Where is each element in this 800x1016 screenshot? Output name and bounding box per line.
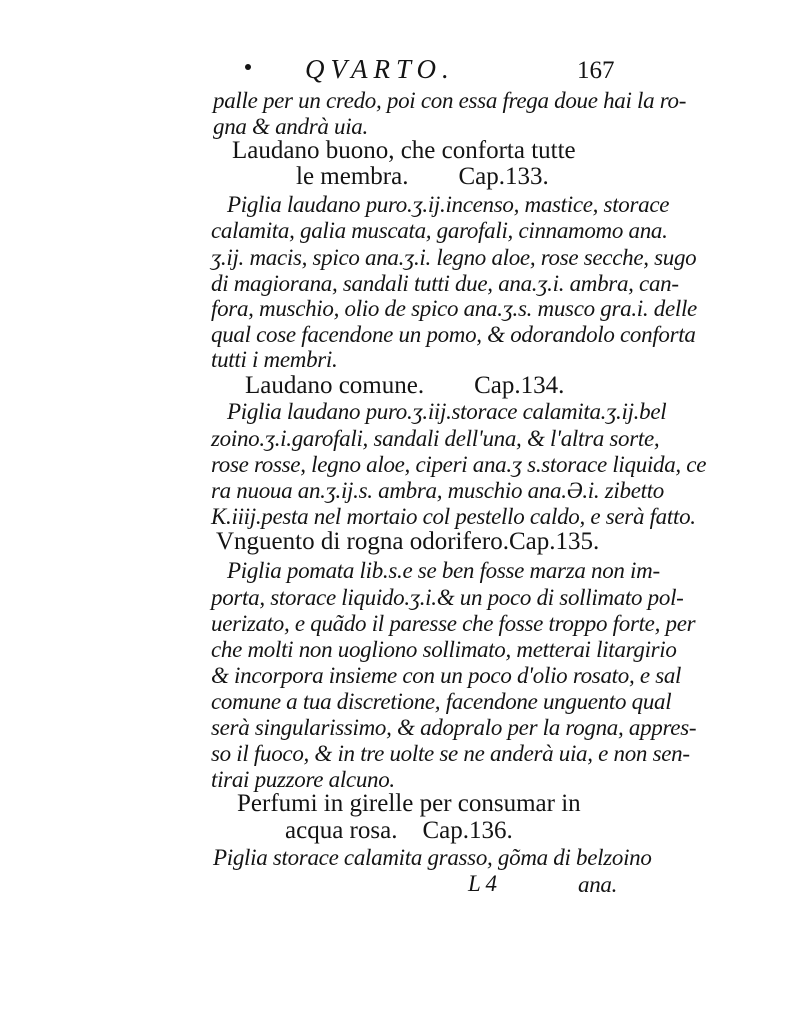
text-line: comune a tua discretione, facendone unguento qual [211, 689, 672, 714]
text-line: ra nuoua an.ʒ.ij.s. ambra, muschio ana.Ə.i. zibetto [211, 478, 665, 503]
chapter-heading: acqua rosa. Cap.136. [285, 817, 513, 844]
text-line: tirai puzzore alcuno. [211, 767, 395, 792]
text-line: gna & andrà uia. [213, 114, 368, 139]
text-line: Piglia laudano puro.ʒ.ij.incenso, mastice, storace [227, 192, 670, 217]
chapter-heading: Vnguento di rogna odorifero.Cap.135. [216, 528, 600, 555]
text-line: Piglia storace calamita grasso, gõma di belzoino [213, 845, 652, 870]
chapter-heading: Laudano comune. Cap.134. [245, 372, 565, 399]
text-line: zoino.ʒ.i.garofali, sandali dell'una, & l'altra sorte, [211, 426, 660, 451]
ornament-dot [245, 64, 251, 70]
chapter-heading: Perfumi in girelle per consumar in [237, 790, 581, 817]
text-line: calamita, galia muscata, garofali, cinnamomo ana. [211, 218, 668, 243]
text-line: che molti non uogliono sollimato, metterai litargirio [211, 637, 677, 662]
text-line: serà singularissimo, & adopralo per la rogna, appres- [211, 715, 697, 740]
text-line: & incorpora insieme con un poco d'olio rosato, e sal [211, 663, 682, 688]
catchword: ana. [578, 872, 618, 897]
chapter-heading: Laudano buono, che conforta tutte [232, 137, 576, 164]
signature-mark: L 4 [468, 871, 497, 896]
text-line: rose rosse, legno aloe, ciperi ana.ʒ s.storace liquida, ce [211, 452, 707, 477]
text-line: K.iiij.pesta nel mortaio col pestello caldo, e serà fatto. [211, 504, 696, 529]
running-title: QVARTO. [305, 54, 455, 84]
text-line: fora, muschio, olio de spico ana.ʒ.s. musco gra.i. delle [211, 296, 697, 321]
text-line: uerizato, e quãdo il paresse che fosse troppo forte, per [211, 611, 696, 636]
text-line: Piglia laudano puro.ʒ.iij.storace calamita.ʒ.ij.bel [227, 399, 667, 424]
page-number: 167 [577, 57, 615, 84]
text-line: porta, storace liquido.ʒ.i.& un poco di sollimato pol- [211, 585, 684, 610]
text-line: ʒ.ij. macis, spico ana.ʒ.i. legno aloe, rose secche, sugo [211, 245, 697, 270]
text-line: di magiorana, sandali tutti due, ana.ʒ.i. ambra, can- [211, 271, 679, 296]
text-line: Piglia pomata lib.s.e se ben fosse marza non im- [227, 558, 660, 583]
chapter-heading: le membra. Cap.133. [296, 163, 549, 190]
text-line: so il fuoco, & in tre uolte se ne anderà uia, e non sen- [211, 741, 690, 766]
text-line: tutti i membri. [211, 347, 338, 372]
text-line: palle per un credo, poi con essa frega doue hai la ro- [213, 88, 687, 113]
text-line: qual cose facendone un pomo, & odorandolo conforta [211, 322, 696, 347]
